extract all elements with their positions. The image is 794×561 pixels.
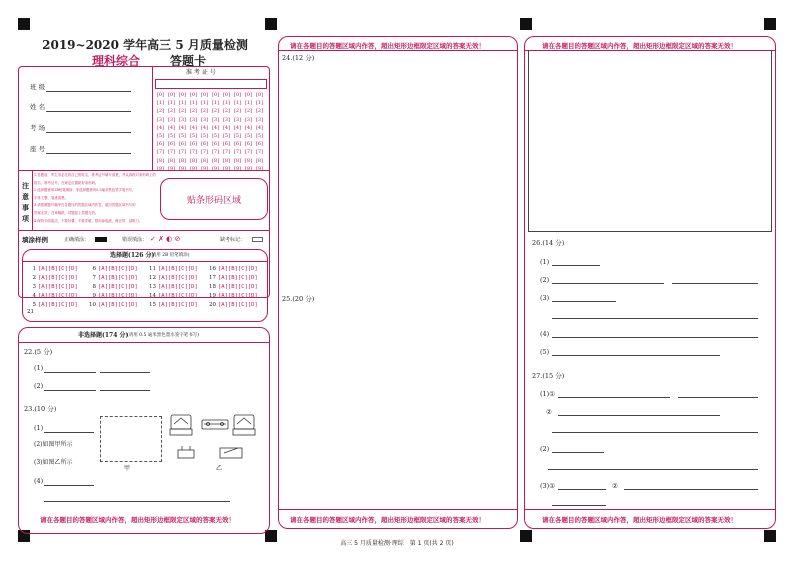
exam-id-bubble[interactable]: [2] <box>200 108 209 115</box>
meter-base-icon <box>170 429 192 435</box>
exam-id-bubble[interactable]: [2] <box>211 108 220 115</box>
rheostat-icon <box>202 420 228 429</box>
mc-question-number: 15 <box>149 302 156 308</box>
exam-id-bubble[interactable]: [2] <box>244 108 253 115</box>
q26-part: (5) <box>540 348 550 356</box>
q23-part: (2)如图甲所示 <box>34 441 73 448</box>
mc-options[interactable]: [A][B][C][D] <box>38 275 78 281</box>
mc-answer-row[interactable] <box>28 275 78 281</box>
mc-question-number: 14 <box>149 293 156 299</box>
exam-id-bubble[interactable]: [8] <box>222 157 231 164</box>
exam-id-bubble[interactable]: [2] <box>178 108 187 115</box>
exam-id-bubble[interactable]: [4] <box>189 124 198 131</box>
exam-id-bubble[interactable]: [1] <box>244 100 253 107</box>
exam-id-bubble[interactable]: [4] <box>233 124 242 131</box>
exam-id-bubble-grid[interactable] <box>155 91 265 173</box>
mc-answer-row[interactable] <box>28 302 78 308</box>
notice-label: 注 意 事 项 <box>22 181 29 223</box>
exam-id-bubble[interactable]: [7] <box>178 149 187 156</box>
mc-answer-row[interactable] <box>28 266 78 272</box>
exam-id-bubble[interactable]: [7] <box>233 149 242 156</box>
mc-options[interactable]: [A][B][C][D] <box>218 266 258 272</box>
exam-id-bubble[interactable]: [9] <box>156 165 165 172</box>
missing-mark-label: 缺考标记： <box>220 237 246 243</box>
meter-needle-icon <box>174 418 188 424</box>
mc-answer-row[interactable] <box>28 284 78 290</box>
page-footer: 高三 5 月质量检测·理综 第 1 页(共 2 页) <box>340 540 454 547</box>
mc-answer-row[interactable] <box>148 293 198 299</box>
switch-icon <box>220 448 242 458</box>
exam-id-label: 准 考 证 号 <box>186 69 216 76</box>
boundary-warning: 请在各题目的答题区域内作答，超出矩形边框限定区域的答案无效！ <box>542 42 737 50</box>
mc-question-number: 8 <box>92 284 96 290</box>
exam-id-bubble[interactable]: [4] <box>156 124 165 131</box>
divider <box>32 170 33 230</box>
registration-mark <box>520 18 532 30</box>
exam-id-bubble[interactable]: [7] <box>222 149 231 156</box>
mc-options[interactable]: [A][B][C][D] <box>38 293 78 299</box>
exam-id-bubble[interactable]: [3] <box>167 116 176 123</box>
divider <box>18 170 270 171</box>
mc-options[interactable]: [A][B][C][D] <box>158 275 198 281</box>
room-label: 考 场 <box>30 124 46 132</box>
exam-id-bubble[interactable]: [7] <box>156 149 165 156</box>
divider <box>524 509 776 510</box>
exam-id-bubble[interactable]: [8] <box>178 157 187 164</box>
mc-answer-row[interactable] <box>148 275 198 281</box>
mc-options[interactable]: [A][B][C][D] <box>38 302 78 308</box>
exam-id-bubble[interactable]: [2] <box>167 108 176 115</box>
q26-part: (3) <box>540 294 550 302</box>
exam-title: 2019~2020 学年高三 5 月质量检测 <box>42 38 248 52</box>
exam-id-bubble[interactable]: [3] <box>222 116 231 123</box>
q23-part: (3)如图乙所示 <box>34 459 73 466</box>
exam-id-bubble[interactable]: [2] <box>156 108 165 115</box>
q22-part: (1) <box>34 364 44 372</box>
q27-answer-line[interactable] <box>678 397 758 398</box>
exam-id-bubble[interactable]: [7] <box>244 149 253 156</box>
mc-title: 选择题(126 分) <box>110 252 155 259</box>
mc-answer-row[interactable] <box>208 275 258 281</box>
q27-answer-line[interactable] <box>552 452 604 453</box>
exam-id-bubble[interactable]: [1] <box>233 100 242 107</box>
circuit-equipment-figure <box>168 412 260 468</box>
q27-answer-line[interactable] <box>558 415 720 416</box>
q27-part: ② <box>612 482 618 490</box>
mc-answer-row[interactable] <box>208 266 258 272</box>
divider <box>18 342 270 343</box>
exam-id-bubble[interactable]: [3] <box>200 116 209 123</box>
mc-question-number: 17 <box>209 275 216 281</box>
exam-id-bubble[interactable]: [1] <box>167 100 176 107</box>
mc-options[interactable]: [A][B][C][D] <box>218 293 258 299</box>
q22-answer-line[interactable] <box>100 390 150 391</box>
exam-id-bubble[interactable]: [6] <box>156 141 165 148</box>
exam-id-bubble[interactable]: [9] <box>255 165 264 172</box>
exam-id-bubble[interactable]: [8] <box>200 157 209 164</box>
room-input[interactable] <box>46 132 131 133</box>
mc-question-number: 10 <box>89 302 96 308</box>
name-label: 姓 名 <box>30 103 46 111</box>
mc-question-number: 21 <box>27 309 34 315</box>
exam-id-bubble[interactable]: [9] <box>167 165 176 172</box>
registration-mark <box>265 18 277 30</box>
q26-part: (4) <box>540 330 550 338</box>
mc-options[interactable]: [A][B][C][D] <box>38 266 78 272</box>
exam-id-bubble[interactable]: [7] <box>189 149 198 156</box>
exam-id-bubble[interactable]: [1] <box>156 100 165 107</box>
mc-question-number: 1 <box>32 266 36 272</box>
class-label: 班 级 <box>30 83 46 91</box>
meter-icon <box>234 415 254 429</box>
q26-answer-line[interactable] <box>552 301 616 302</box>
exam-id-bubble[interactable]: [6] <box>167 141 176 148</box>
q22-part: (2) <box>34 382 44 390</box>
exam-id-bubble[interactable]: [9] <box>211 165 220 172</box>
q27-part: (1)① <box>540 390 556 398</box>
exam-id-bubble[interactable]: [8] <box>244 157 253 164</box>
mc-question-number: 11 <box>149 266 156 272</box>
mc-options[interactable]: [A][B][C][D] <box>158 266 198 272</box>
exam-id-bubble[interactable]: [5] <box>156 132 165 139</box>
exam-id-bubble[interactable]: [0] <box>255 92 264 98</box>
q22-answer-line[interactable] <box>44 372 96 373</box>
exam-id-bubble[interactable]: [8] <box>167 157 176 164</box>
divider <box>22 261 268 262</box>
exam-id-bubble[interactable]: [9] <box>189 165 198 172</box>
non-mc-title: 非选择题(174 分) <box>78 332 129 339</box>
barcode-label: 贴条形码区域 <box>186 196 241 206</box>
mc-options[interactable]: [A][B][C][D] <box>98 302 138 308</box>
mc-question-number: 18 <box>209 284 216 290</box>
exam-id-bubble[interactable]: [5] <box>189 132 198 139</box>
boundary-warning: 请在各题目的答题区域内作答，超出矩形边框限定区域的答案无效！ <box>290 516 485 524</box>
exam-id-bubble[interactable]: [8] <box>211 157 220 164</box>
exam-id-bubble[interactable]: [3] <box>255 116 264 123</box>
exam-id-bubble[interactable]: [6] <box>211 141 220 148</box>
exam-id-bubble[interactable]: [6] <box>200 141 209 148</box>
mc-answer-row[interactable] <box>148 284 198 290</box>
q27-part: ② <box>546 408 552 416</box>
mc-answer-row[interactable] <box>88 302 138 308</box>
figure-b-label: 乙 <box>216 465 223 472</box>
exam-id-bubble[interactable]: [9] <box>222 165 231 172</box>
divider <box>18 230 270 231</box>
exam-id-bubble[interactable]: [4] <box>255 124 264 131</box>
exam-id-bubble[interactable]: [3] <box>156 116 165 123</box>
exam-id-bubble[interactable]: [2] <box>255 108 264 115</box>
mc-options[interactable]: [A][B][C][D] <box>158 284 198 290</box>
mc-options[interactable]: [A][B][C][D] <box>98 275 138 281</box>
exam-id-bubble[interactable]: [7] <box>255 149 264 156</box>
q26-answer-line[interactable] <box>552 337 758 338</box>
card-title: 答题卡 <box>170 54 207 68</box>
exam-id-bubble[interactable]: [4] <box>178 124 187 131</box>
exam-id-bubble[interactable]: [5] <box>233 132 242 139</box>
exam-id-bubble[interactable]: [6] <box>222 141 231 148</box>
exam-id-bubble[interactable]: [6] <box>233 141 242 148</box>
non-mc-note: (请用 0.5 毫米黑色墨水签字笔书写) <box>127 333 200 338</box>
notice-text: 1.答题前，考生务必先将自己的姓名、准考证号填写清楚，并认真核对条形码上的 姓名、准考证号，在规定位置贴好条形码。 2.选择题使用2B铅笔填涂；非选择题使用0.5毫米黑色签字笔书写， 字体工整、笔迹清楚。 3.请按照题号顺序在各题目的答题区域内作答，超出答题区域书写的 答案无效；在草稿纸、试题卷上答题无效。 4.保持卡面清洁，不要折叠、不要弄破，禁用涂改液、修正带、刮纸刀。 <box>34 173 156 223</box>
q24-title: 24.(12 分) <box>282 54 315 62</box>
q23-title: 23.(10 分) <box>24 405 57 413</box>
exam-id-bubble[interactable]: [3] <box>178 116 187 123</box>
exam-id-bubble[interactable]: [5] <box>211 132 220 139</box>
mc-question-number: 16 <box>209 266 216 272</box>
name-input[interactable] <box>46 111 131 112</box>
mc-answer-row[interactable] <box>88 284 138 290</box>
mc-answer-row[interactable] <box>88 275 138 281</box>
exam-id-bubble[interactable]: [5] <box>167 132 176 139</box>
q26-answer-line[interactable] <box>552 283 664 284</box>
mc-options[interactable]: [A][B][C][D] <box>158 302 198 308</box>
exam-id-bubble[interactable]: [0] <box>222 92 231 98</box>
exam-id-bubble[interactable]: [8] <box>156 157 165 164</box>
q23-answer-line[interactable] <box>44 501 230 502</box>
exam-id-bubble[interactable]: [0] <box>200 92 209 98</box>
q27-part: (3)① <box>540 482 556 490</box>
q23-answer-line[interactable] <box>44 485 94 486</box>
mc-options[interactable]: [A][B][C][D] <box>218 275 258 281</box>
exam-id-bubble[interactable]: [0] <box>211 92 220 98</box>
exam-id-bubble[interactable]: [4] <box>211 124 220 131</box>
exam-id-bubble[interactable]: [8] <box>189 157 198 164</box>
exam-id-bubble[interactable]: [0] <box>244 92 253 98</box>
mc-question-number: 5 <box>32 302 36 308</box>
q27-answer-line[interactable] <box>548 469 758 470</box>
mc-question-number: 19 <box>209 293 216 299</box>
exam-id-bubble[interactable]: [5] <box>255 132 264 139</box>
q27-answer-line[interactable] <box>558 489 606 490</box>
mc-answer-row[interactable] <box>88 266 138 272</box>
exam-id-bubble[interactable]: [1] <box>189 100 198 107</box>
exam-id-bubble[interactable]: [0] <box>178 92 187 98</box>
q27-answer-line[interactable] <box>552 505 606 506</box>
q27-answer-line[interactable] <box>558 397 670 398</box>
registration-mark <box>18 18 30 30</box>
q27-title: 27.(15 分) <box>532 372 565 380</box>
mc-answer-row[interactable] <box>28 293 78 299</box>
exam-id-bubble[interactable]: [3] <box>189 116 198 123</box>
exam-id-bubble[interactable]: [5] <box>200 132 209 139</box>
exam-id-bubble[interactable]: [5] <box>178 132 187 139</box>
exam-id-bubble[interactable]: [1] <box>211 100 220 107</box>
exam-id-bubble[interactable]: [4] <box>200 124 209 131</box>
missing-mark-box[interactable] <box>252 237 263 242</box>
q26-answer-line[interactable] <box>552 265 600 266</box>
q23-answer-line[interactable] <box>44 432 94 433</box>
correct-fill-label: 正确填涂： <box>64 237 90 243</box>
mc-options[interactable]: [A][B][C][D] <box>218 284 258 290</box>
boundary-warning: 请在各题目的答题区域内作答，超出矩形边框限定区域的答案无效！ <box>290 42 485 50</box>
q27-answer-line[interactable] <box>624 489 758 490</box>
circuit-drawing-area[interactable] <box>100 416 162 462</box>
mc-question-number: 4 <box>32 293 36 299</box>
divider <box>152 66 153 170</box>
exam-id-write-row[interactable] <box>155 79 267 89</box>
q23-part: (4) <box>34 477 44 485</box>
q26-answer-line[interactable] <box>672 283 758 284</box>
mc-answer-row[interactable] <box>88 293 138 299</box>
mc-question-number: 13 <box>149 284 156 290</box>
exam-id-bubble[interactable]: [6] <box>255 141 264 148</box>
q22-title: 22.(5 分) <box>24 348 53 356</box>
answer-region-middle <box>278 36 518 529</box>
q22-answer-line[interactable] <box>100 372 150 373</box>
mc-options[interactable]: [A][B][C][D] <box>38 284 78 290</box>
exam-id-bubble[interactable]: [1] <box>178 100 187 107</box>
exam-id-bubble[interactable]: [9] <box>233 165 242 172</box>
meter-icon <box>171 415 191 429</box>
boundary-warning: 请在各题目的答题区域内作答，超出矩形边框限定区域的答案无效！ <box>40 516 235 524</box>
mc-options[interactable]: [A][B][C][D] <box>218 302 258 308</box>
exam-id-bubble[interactable]: [1] <box>222 100 231 107</box>
figure-a-label: 甲 <box>124 465 131 472</box>
exam-id-bubble[interactable]: [6] <box>244 141 253 148</box>
q25-continuation-area[interactable] <box>528 50 772 232</box>
q26-answer-line[interactable] <box>552 355 720 356</box>
exam-id-bubble[interactable]: [0] <box>233 92 242 98</box>
exam-id-bubble[interactable]: [4] <box>222 124 231 131</box>
mc-options[interactable]: [A][B][C][D] <box>98 284 138 290</box>
mc-note: (请用 2B 铅笔填涂) <box>150 253 190 258</box>
subject-title: 理科综合 <box>92 54 141 68</box>
exam-id-bubble[interactable]: [7] <box>211 149 220 156</box>
exam-id-bubble[interactable]: [8] <box>233 157 242 164</box>
exam-id-bubble[interactable]: [0] <box>167 92 176 98</box>
mc-options[interactable]: [A][B][C][D] <box>98 293 138 299</box>
seat-label: 座 号 <box>30 145 46 153</box>
mc-options[interactable]: [A][B][C][D] <box>158 293 198 299</box>
exam-id-bubble[interactable]: [7] <box>167 149 176 156</box>
mc-question-number: 6 <box>92 266 96 272</box>
exam-id-bubble[interactable]: [1] <box>200 100 209 107</box>
q23-part: (1) <box>34 424 44 432</box>
wrong-fill-label: 错误填涂： <box>122 237 148 243</box>
q26-answer-line[interactable] <box>552 318 758 319</box>
mc-answer-row[interactable] <box>148 266 198 272</box>
battery-icon <box>178 450 194 458</box>
exam-id-bubble[interactable]: [2] <box>233 108 242 115</box>
mc-question-number: 7 <box>92 275 96 281</box>
divider <box>278 50 518 51</box>
registration-mark <box>764 18 776 30</box>
seat-input[interactable] <box>46 153 131 154</box>
exam-id-bubble[interactable]: [8] <box>255 157 264 164</box>
exam-id-bubble[interactable]: [4] <box>244 124 253 131</box>
mc-question-number: 20 <box>209 302 216 308</box>
fill-sample-label: 填涂样例 <box>22 236 48 244</box>
divider <box>278 509 518 510</box>
exam-id-bubble[interactable]: [9] <box>178 165 187 172</box>
mc-answer-row[interactable] <box>208 284 258 290</box>
exam-id-bubble[interactable]: [4] <box>167 124 176 131</box>
exam-id-bubble[interactable]: [2] <box>189 108 198 115</box>
q26-title: 26.(14 分) <box>532 239 565 247</box>
exam-id-bubble[interactable]: [7] <box>200 149 209 156</box>
exam-id-bubble[interactable]: [3] <box>244 116 253 123</box>
q27-answer-line[interactable] <box>552 432 758 433</box>
exam-id-bubble[interactable]: [1] <box>255 100 264 107</box>
mc-question-number: 12 <box>149 275 156 281</box>
mc-answer-row[interactable] <box>148 302 198 308</box>
q22-answer-line[interactable] <box>44 390 96 391</box>
exam-id-bubble[interactable]: [6] <box>189 141 198 148</box>
exam-id-bubble[interactable]: [0] <box>189 92 198 98</box>
wrong-fill-sample-icons: ✓ ✗ ◐ ⊘ <box>150 235 181 243</box>
exam-id-bubble[interactable]: [6] <box>178 141 187 148</box>
mc-options[interactable]: [A][B][C][D] <box>98 266 138 272</box>
exam-id-bubble[interactable]: [9] <box>244 165 253 172</box>
class-input[interactable] <box>46 91 131 92</box>
q25-title: 25.(20 分) <box>282 295 315 303</box>
mc-question-number: 9 <box>92 293 96 299</box>
q27-part: (2) <box>540 445 550 453</box>
q26-part: (1) <box>540 258 550 266</box>
mc-question-number: 2 <box>32 275 36 281</box>
exam-id-bubble[interactable]: [3] <box>211 116 220 123</box>
exam-id-bubble[interactable]: [0] <box>156 92 165 98</box>
q26-part: (2) <box>540 276 550 284</box>
exam-id-bubble[interactable]: [2] <box>222 108 231 115</box>
exam-id-bubble[interactable]: [5] <box>222 132 231 139</box>
mc-question-number: 3 <box>32 284 36 290</box>
exam-id-bubble[interactable]: [3] <box>233 116 242 123</box>
correct-fill-sample <box>95 237 107 242</box>
boundary-warning: 请在各题目的答题区域内作答，超出矩形边框限定区域的答案无效！ <box>542 516 737 524</box>
mc-answer-row[interactable] <box>208 293 258 299</box>
exam-id-bubble[interactable]: [5] <box>244 132 253 139</box>
mc-answer-row[interactable] <box>208 302 258 308</box>
exam-id-bubble[interactable]: [9] <box>200 165 209 172</box>
